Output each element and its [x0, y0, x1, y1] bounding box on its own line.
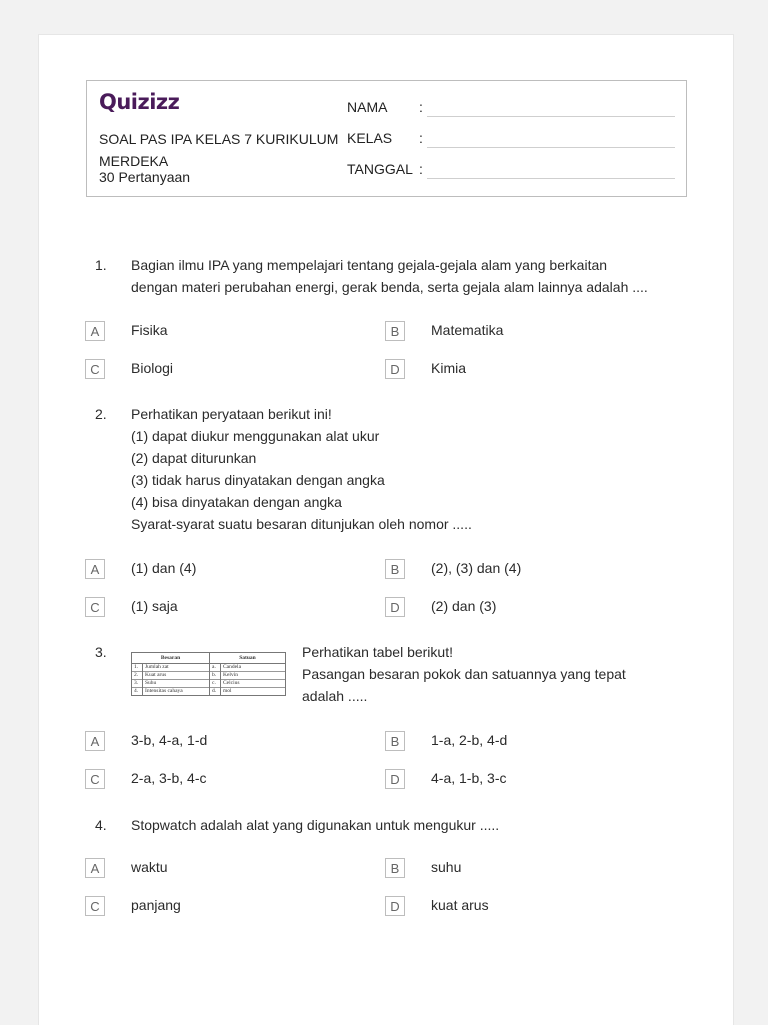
- question-text: [131, 403, 691, 535]
- question-line: Stopwatch adalah alat yang digunakan untuk mengukur .....: [131, 817, 500, 833]
- option-text: suhu: [431, 859, 462, 875]
- table-cell: Kelvin: [221, 672, 286, 680]
- table-cell: Jumlah zat: [143, 664, 210, 672]
- option-letter-box: A: [85, 321, 105, 341]
- table-cell: Candela: [221, 664, 286, 672]
- question-number: 3.: [95, 644, 107, 660]
- worksheet-header: [86, 80, 687, 197]
- quiz-title: SOAL PAS IPA KELAS 7 KURIKULUM MERDEKA: [99, 131, 339, 169]
- class-label: KELAS: [347, 130, 393, 146]
- table-header: Besaran: [132, 653, 210, 664]
- name-label: NAMA: [347, 99, 388, 115]
- table-row: [132, 680, 286, 688]
- question-text: [131, 254, 691, 298]
- table-cell: 2.: [132, 672, 143, 680]
- table-cell: a.: [210, 664, 221, 672]
- date-colon: :: [419, 161, 423, 177]
- option-text: 4-a, 1-b, 3-c: [431, 770, 507, 786]
- quizizz-logo: Quizizz: [99, 90, 180, 114]
- table-cell: 4.: [132, 688, 143, 696]
- option-letter-box: C: [85, 359, 105, 379]
- option-text: Biologi: [131, 360, 174, 376]
- table-cell: c.: [210, 680, 221, 688]
- table-cell: Celcius: [221, 680, 286, 688]
- option-letter-box: A: [85, 858, 105, 878]
- question-line: Bagian ilmu IPA yang mempelajari tentang gejala-gejala alam yang berkaitan: [131, 257, 608, 273]
- question-line: (4) bisa dinyatakan dengan angka: [131, 494, 342, 510]
- question-number: 1.: [95, 257, 107, 273]
- table-cell: Kuat arus: [143, 672, 210, 680]
- question-line: Syarat-syarat suatu besaran ditunjukan oleh nomor .....: [131, 516, 472, 532]
- question-line: Pasangan besaran pokok dan satuannya yang tepat: [302, 666, 626, 682]
- name-line: [427, 116, 675, 117]
- option-text: kuat arus: [431, 897, 489, 913]
- option-letter-box: C: [85, 896, 105, 916]
- option-text: Matematika: [431, 322, 504, 338]
- question-number: 2.: [95, 406, 107, 422]
- question-line: (3) tidak harus dinyatakan dengan angka: [131, 472, 385, 488]
- table-cell: 1.: [132, 664, 143, 672]
- option-text: Fisika: [131, 322, 168, 338]
- table-header-row: [132, 653, 286, 664]
- option-text: 2-a, 3-b, 4-c: [131, 770, 207, 786]
- table-row: [132, 688, 286, 696]
- option-text: (2) dan (3): [431, 598, 497, 614]
- table-cell: mol: [221, 688, 286, 696]
- option-letter-box: A: [85, 731, 105, 751]
- option-letter-box: D: [385, 896, 405, 916]
- table-row: [132, 672, 286, 680]
- question-line: adalah .....: [302, 688, 368, 704]
- option-text: 3-b, 4-a, 1-d: [131, 732, 208, 748]
- question-text: [302, 641, 672, 707]
- option-text: 1-a, 2-b, 4-d: [431, 732, 508, 748]
- option-letter-box: C: [85, 597, 105, 617]
- question-line: Perhatikan tabel berikut!: [302, 644, 453, 660]
- question-count: 30 Pertanyaan: [99, 169, 191, 185]
- table-row: [132, 664, 286, 672]
- option-letter-box: B: [385, 321, 405, 341]
- option-text: panjang: [131, 897, 181, 913]
- option-letter-box: D: [385, 597, 405, 617]
- option-text: waktu: [131, 859, 168, 875]
- table-cell: Suhu: [143, 680, 210, 688]
- question-line: (1) dapat diukur menggunakan alat ukur: [131, 428, 380, 444]
- option-letter-box: D: [385, 769, 405, 789]
- question-text: [131, 814, 691, 836]
- option-letter-box: B: [385, 559, 405, 579]
- quantity-unit-table: [131, 652, 286, 696]
- name-colon: :: [419, 99, 423, 115]
- class-line: [427, 147, 675, 148]
- date-line: [427, 178, 675, 179]
- option-letter-box: B: [385, 731, 405, 751]
- option-text: (2), (3) dan (4): [431, 560, 522, 576]
- option-text: (1) saja: [131, 598, 178, 614]
- option-letter-box: D: [385, 359, 405, 379]
- class-colon: :: [419, 130, 423, 146]
- option-letter-box: C: [85, 769, 105, 789]
- option-letter-box: A: [85, 559, 105, 579]
- table-cell: d.: [210, 688, 221, 696]
- table-header: Satuan: [210, 653, 286, 664]
- question-number: 4.: [95, 817, 107, 833]
- question-line: dengan materi perubahan energi, gerak benda, serta gejala alam lainnya adalah ....: [131, 279, 648, 295]
- table-cell: Intensitas cahaya: [143, 688, 210, 696]
- question-line: Perhatikan peryataan berikut ini!: [131, 406, 332, 422]
- table-cell: b.: [210, 672, 221, 680]
- date-label: TANGGAL: [347, 161, 413, 177]
- question-line: (2) dapat diturunkan: [131, 450, 257, 466]
- table-cell: 3.: [132, 680, 143, 688]
- option-letter-box: B: [385, 858, 405, 878]
- option-text: (1) dan (4): [131, 560, 197, 576]
- option-text: Kimia: [431, 360, 467, 376]
